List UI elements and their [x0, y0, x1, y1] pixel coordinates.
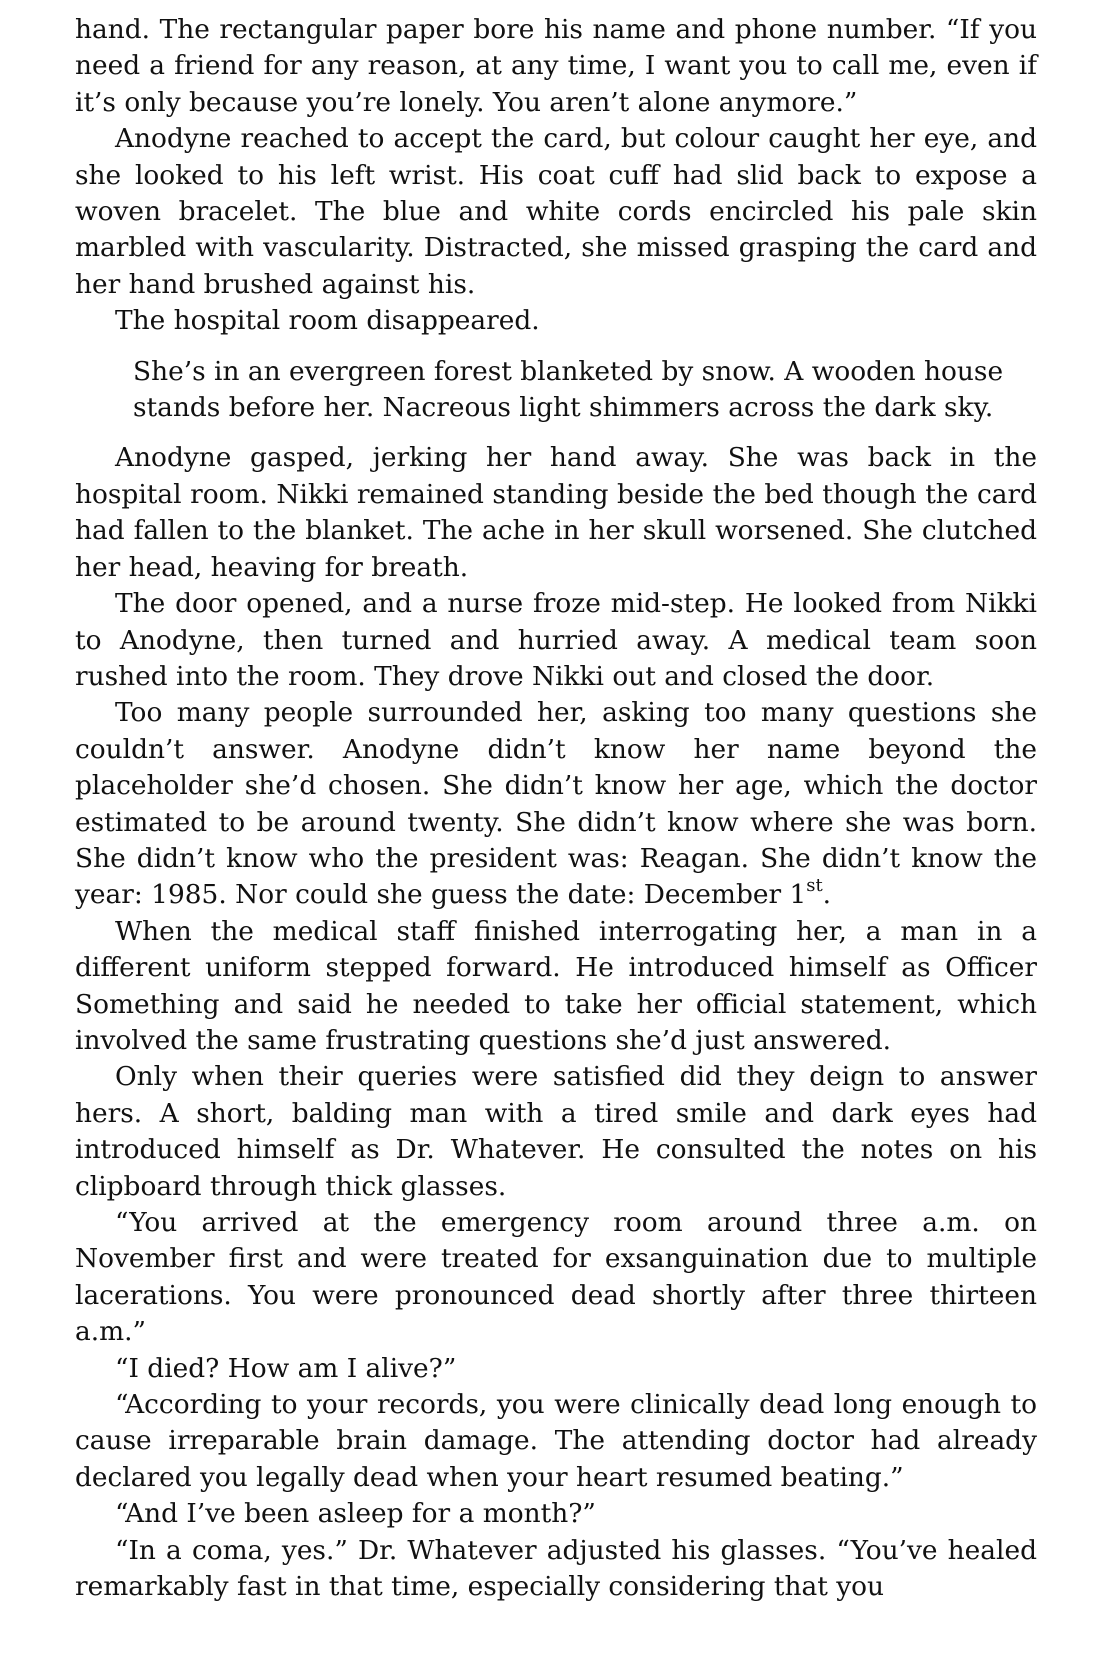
paragraph-i-died: “I died? How am I alive?”	[115, 1352, 457, 1384]
date-ordinal-suffix: st	[806, 874, 823, 896]
paragraph-emergency-room: “You arrived at the emergency room around three a.m. on November first and were treated for exsanguination due to multiple lacerations. You were pronounced dead shortly after three thirteen a.m.”	[75, 1207, 1037, 1348]
paragraph-coma: “In a coma, yes.” Dr. Whatever adjusted his glasses. “You’ve healed remarkably fast in that time, especially considering that you	[75, 1534, 1037, 1603]
paragraph-officer: When the medical staff finished interrogating her, a man in a different uniform stepped forward. He introduced himself as Officer Something and said he needed to take her official statement, which involved the same frustrating questions she’d just answered.	[75, 915, 1037, 1056]
paragraph-card-offer: hand. The rectangular paper bore his name and phone number. “If you need a friend for any reason, at any time, I want you to call me, even if it’s only because you’re lonely. You aren’t alone anymore.”	[75, 14, 1037, 118]
questions-end: .	[822, 879, 832, 911]
vision-line: She’s in an evergreen forest blanketed by snow. A wooden house	[133, 355, 1004, 387]
paragraph-back-in-room: Anodyne gasped, jerking her hand away. She was back in the hospital room. Nikki remained standing beside the bed though the card had fallen to the blanket. The ache in her skull worsened. She clutched her head, heaving for breath.	[75, 442, 1037, 583]
paragraph-questions	[75, 695, 1037, 913]
vision-line: stands before her. Nacreous light shimmers across the dark sky.	[133, 392, 994, 424]
paragraph-bracelet: Anodyne reached to accept the card, but colour caught her eye, and she looked to his left wrist. His coat cuff had slid back to expose a woven bracelet. The blue and white cords encircled his pale skin marbled with vascularity. Distracted, she missed grasping the card and her hand brushed against his.	[75, 123, 1037, 300]
paragraph-asleep: “And I’ve been asleep for a month?”	[115, 1498, 596, 1530]
paragraph-doctor-intro: Only when their queries were satisfied did they deign to answer hers. A short, balding man with a tired smile and dark eyes had introduced himself as Dr. Whatever. He consulted the notes on his clipboard through thick glasses.	[75, 1061, 1037, 1202]
paragraph-clinically-dead: “According to your records, you were clinically dead long enough to cause irreparable brain damage. The attending doctor had already declared you legally dead when your heart resumed beating.”	[75, 1389, 1037, 1493]
paragraph-room-disappeared: The hospital room disappeared.	[115, 305, 540, 337]
questions-text: Too many people surrounded her, asking too many questions she couldn’t answer. Anodyne didn’t know her name beyond the placeholder she’d chosen. She didn’t know her age, which the doctor estimated to be around twenty. She didn’t know where she was born. She didn’t know who the president was: Reagan. She didn’t know the year: 1985. Nor could she guess the date: December 1	[75, 697, 1037, 911]
paragraph-nurse: The door opened, and a nurse froze mid-step. He looked from Nikki to Anodyne, then turned and hurried away. A medical team soon rushed into the room. They drove Nikki out and closed the door.	[75, 588, 1037, 692]
vision-passage	[133, 354, 1013, 427]
book-page	[75, 12, 1037, 1605]
